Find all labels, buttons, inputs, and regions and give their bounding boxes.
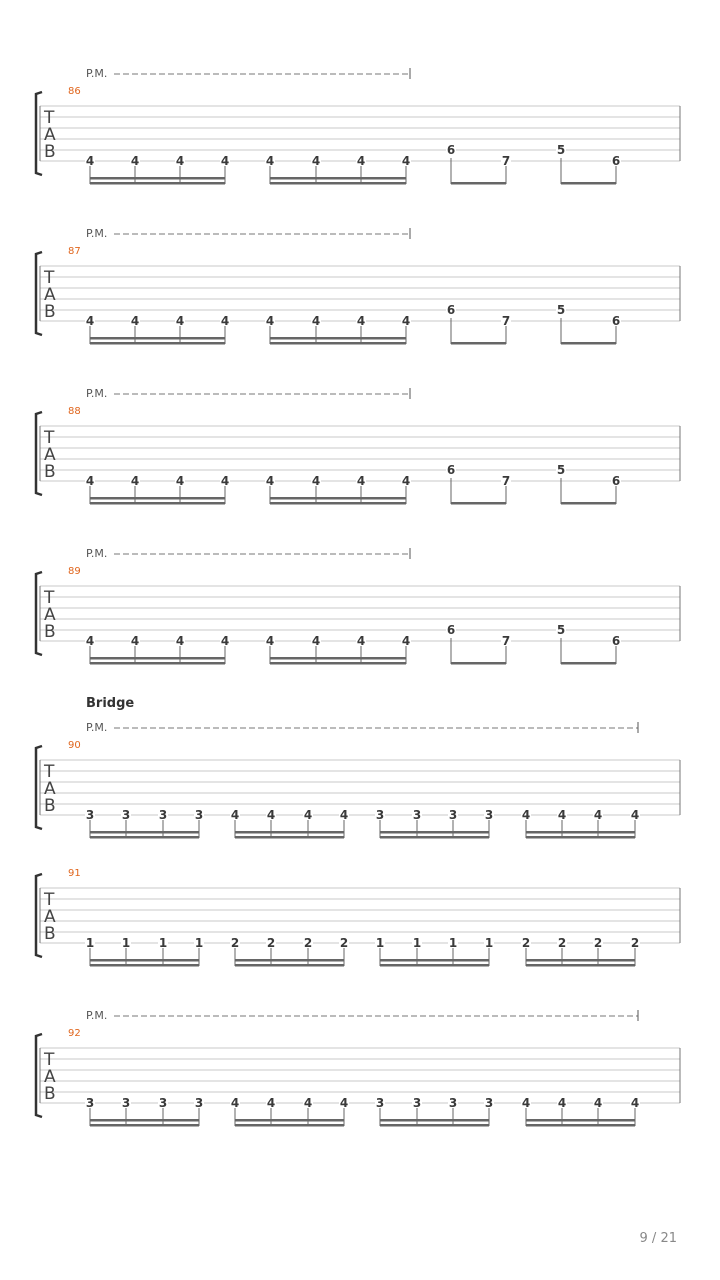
fret-number: 6 — [446, 463, 456, 477]
note-beam — [561, 182, 616, 185]
fret-number: 4 — [230, 1096, 240, 1110]
fret-number: 2 — [266, 936, 276, 950]
fret-number: 2 — [630, 936, 640, 950]
fret-number: 4 — [311, 474, 321, 488]
note-beam — [90, 831, 199, 834]
fret-number: 7 — [501, 154, 511, 168]
system-bracket — [36, 412, 42, 495]
fret-number: 6 — [446, 623, 456, 637]
fret-number: 4 — [265, 634, 275, 648]
fret-number: 4 — [175, 314, 185, 328]
fret-number: 3 — [194, 1096, 204, 1110]
tab-clef-letter: T — [44, 428, 55, 448]
fret-number: 4 — [265, 154, 275, 168]
tab-clef-letter: A — [44, 1067, 56, 1087]
fret-number: 4 — [230, 808, 240, 822]
note-beam — [235, 1124, 344, 1127]
fret-number: 1 — [412, 936, 422, 950]
tab-clef-letter: B — [44, 302, 56, 322]
tab-clef-letter: A — [44, 779, 56, 799]
palm-mute-label: P.M. — [86, 721, 108, 734]
fret-number: 4 — [130, 154, 140, 168]
note-beam — [90, 1119, 199, 1122]
fret-number: 6 — [611, 474, 621, 488]
fret-number: 3 — [448, 808, 458, 822]
tab-clef-letter: A — [44, 445, 56, 465]
note-beam — [90, 959, 199, 962]
note-beam — [270, 342, 406, 345]
fret-number: 2 — [593, 936, 603, 950]
note-beam — [90, 662, 225, 665]
tab-clef-letter: B — [44, 796, 56, 816]
bar-number: 86 — [68, 86, 81, 97]
note-beam — [235, 1119, 344, 1122]
fret-number: 1 — [158, 936, 168, 950]
fret-number: 3 — [375, 1096, 385, 1110]
fret-number: 4 — [175, 474, 185, 488]
tab-clef-letter: B — [44, 462, 56, 482]
note-beam — [526, 836, 635, 839]
tab-clef-letter: B — [44, 1084, 56, 1104]
fret-number: 3 — [412, 1096, 422, 1110]
fret-number: 7 — [501, 634, 511, 648]
section-title: Bridge — [86, 696, 135, 711]
fret-number: 4 — [339, 808, 349, 822]
system-bracket — [36, 92, 42, 175]
tab-clef-letter: B — [44, 924, 56, 944]
note-beam — [561, 502, 616, 505]
note-beam — [90, 182, 225, 185]
bar-number: 88 — [68, 406, 81, 417]
fret-number: 4 — [557, 1096, 567, 1110]
fret-number: 5 — [556, 143, 566, 157]
note-beam — [90, 964, 199, 967]
page-number: 9 / 21 — [639, 1231, 677, 1246]
note-beam — [90, 342, 225, 345]
fret-number: 3 — [484, 808, 494, 822]
fret-number: 4 — [220, 314, 230, 328]
note-beam — [561, 662, 616, 665]
note-beam — [90, 1124, 199, 1127]
fret-number: 7 — [501, 314, 511, 328]
fret-number: 3 — [194, 808, 204, 822]
tab-clef-letter: T — [44, 108, 55, 128]
fret-number: 3 — [484, 1096, 494, 1110]
system-bracket — [36, 572, 42, 655]
note-beam — [90, 836, 199, 839]
fret-number: 4 — [401, 314, 411, 328]
tab-clef-letter: B — [44, 142, 56, 162]
fret-number: 3 — [85, 1096, 95, 1110]
note-beam — [90, 657, 225, 660]
fret-number: 5 — [556, 623, 566, 637]
note-beam — [235, 836, 344, 839]
fret-number: 2 — [557, 936, 567, 950]
tab-clef-letter: A — [44, 605, 56, 625]
note-beam — [451, 342, 506, 345]
fret-number: 4 — [311, 314, 321, 328]
fret-number: 4 — [266, 808, 276, 822]
note-beam — [90, 177, 225, 180]
fret-number: 3 — [85, 808, 95, 822]
fret-number: 4 — [356, 154, 366, 168]
note-beam — [90, 337, 225, 340]
fret-number: 4 — [401, 474, 411, 488]
note-beam — [270, 182, 406, 185]
tab-clef-letter: B — [44, 622, 56, 642]
fret-number: 6 — [446, 303, 456, 317]
tab-clef-letter: A — [44, 907, 56, 927]
tab-clef-letter: A — [44, 125, 56, 145]
fret-number: 3 — [448, 1096, 458, 1110]
fret-number: 4 — [593, 808, 603, 822]
note-beam — [270, 502, 406, 505]
fret-number: 4 — [356, 314, 366, 328]
note-beam — [270, 177, 406, 180]
system-bracket — [36, 1034, 42, 1117]
bar-number: 92 — [68, 1028, 81, 1039]
note-beam — [235, 959, 344, 962]
fret-number: 4 — [557, 808, 567, 822]
note-beam — [380, 831, 489, 834]
fret-number: 4 — [521, 1096, 531, 1110]
tab-clef-letter: T — [44, 588, 55, 608]
system-bracket — [36, 874, 42, 957]
fret-number: 6 — [611, 314, 621, 328]
note-beam — [526, 964, 635, 967]
palm-mute-label: P.M. — [86, 67, 108, 80]
note-beam — [380, 1124, 489, 1127]
fret-number: 4 — [265, 314, 275, 328]
bar-number: 90 — [68, 740, 81, 751]
note-beam — [235, 964, 344, 967]
system-bracket — [36, 746, 42, 829]
fret-number: 2 — [339, 936, 349, 950]
fret-number: 1 — [121, 936, 131, 950]
fret-number: 4 — [175, 154, 185, 168]
fret-number: 4 — [220, 154, 230, 168]
note-beam — [380, 964, 489, 967]
note-beam — [90, 502, 225, 505]
fret-number: 4 — [303, 808, 313, 822]
fret-number: 1 — [448, 936, 458, 950]
fret-number: 4 — [303, 1096, 313, 1110]
fret-number: 6 — [611, 154, 621, 168]
tab-clef-letter: T — [44, 762, 55, 782]
note-beam — [561, 342, 616, 345]
fret-number: 3 — [375, 808, 385, 822]
bar-number: 91 — [68, 868, 81, 879]
fret-number: 1 — [194, 936, 204, 950]
fret-number: 1 — [375, 936, 385, 950]
fret-number: 4 — [521, 808, 531, 822]
note-beam — [526, 831, 635, 834]
fret-number: 4 — [266, 1096, 276, 1110]
fret-number: 6 — [611, 634, 621, 648]
fret-number: 4 — [85, 474, 95, 488]
fret-number: 4 — [630, 808, 640, 822]
fret-number: 3 — [121, 808, 131, 822]
note-beam — [270, 337, 406, 340]
note-beam — [451, 502, 506, 505]
fret-number: 6 — [446, 143, 456, 157]
note-beam — [526, 959, 635, 962]
note-beam — [380, 959, 489, 962]
fret-number: 3 — [412, 808, 422, 822]
palm-mute-label: P.M. — [86, 387, 108, 400]
fret-number: 2 — [230, 936, 240, 950]
note-beam — [526, 1119, 635, 1122]
tab-clef-letter: T — [44, 890, 55, 910]
fret-number: 4 — [401, 154, 411, 168]
fret-number: 4 — [130, 474, 140, 488]
note-beam — [270, 662, 406, 665]
fret-number: 4 — [85, 314, 95, 328]
fret-number: 4 — [220, 474, 230, 488]
fret-number: 1 — [85, 936, 95, 950]
palm-mute-label: P.M. — [86, 227, 108, 240]
fret-number: 4 — [175, 634, 185, 648]
note-beam — [270, 657, 406, 660]
bar-number: 87 — [68, 246, 81, 257]
note-beam — [90, 497, 225, 500]
fret-number: 4 — [593, 1096, 603, 1110]
fret-number: 4 — [130, 314, 140, 328]
fret-number: 4 — [311, 634, 321, 648]
fret-number: 4 — [401, 634, 411, 648]
palm-mute-label: P.M. — [86, 547, 108, 560]
fret-number: 2 — [521, 936, 531, 950]
note-beam — [380, 836, 489, 839]
fret-number: 5 — [556, 303, 566, 317]
fret-number: 5 — [556, 463, 566, 477]
fret-number: 4 — [339, 1096, 349, 1110]
fret-number: 4 — [265, 474, 275, 488]
fret-number: 3 — [158, 1096, 168, 1110]
fret-number: 7 — [501, 474, 511, 488]
bar-number: 89 — [68, 566, 81, 577]
palm-mute-label: P.M. — [86, 1009, 108, 1022]
fret-number: 3 — [121, 1096, 131, 1110]
note-beam — [451, 182, 506, 185]
note-beam — [526, 1124, 635, 1127]
fret-number: 4 — [130, 634, 140, 648]
fret-number: 3 — [158, 808, 168, 822]
fret-number: 4 — [220, 634, 230, 648]
note-beam — [270, 497, 406, 500]
tab-clef-letter: T — [44, 1050, 55, 1070]
fret-number: 1 — [484, 936, 494, 950]
tab-clef-letter: T — [44, 268, 55, 288]
system-bracket — [36, 252, 42, 335]
note-beam — [451, 662, 506, 665]
note-beam — [235, 831, 344, 834]
fret-number: 4 — [85, 154, 95, 168]
fret-number: 4 — [356, 634, 366, 648]
note-beam — [380, 1119, 489, 1122]
fret-number: 4 — [85, 634, 95, 648]
fret-number: 2 — [303, 936, 313, 950]
fret-number: 4 — [311, 154, 321, 168]
tab-clef-letter: A — [44, 285, 56, 305]
fret-number: 4 — [630, 1096, 640, 1110]
fret-number: 4 — [356, 474, 366, 488]
